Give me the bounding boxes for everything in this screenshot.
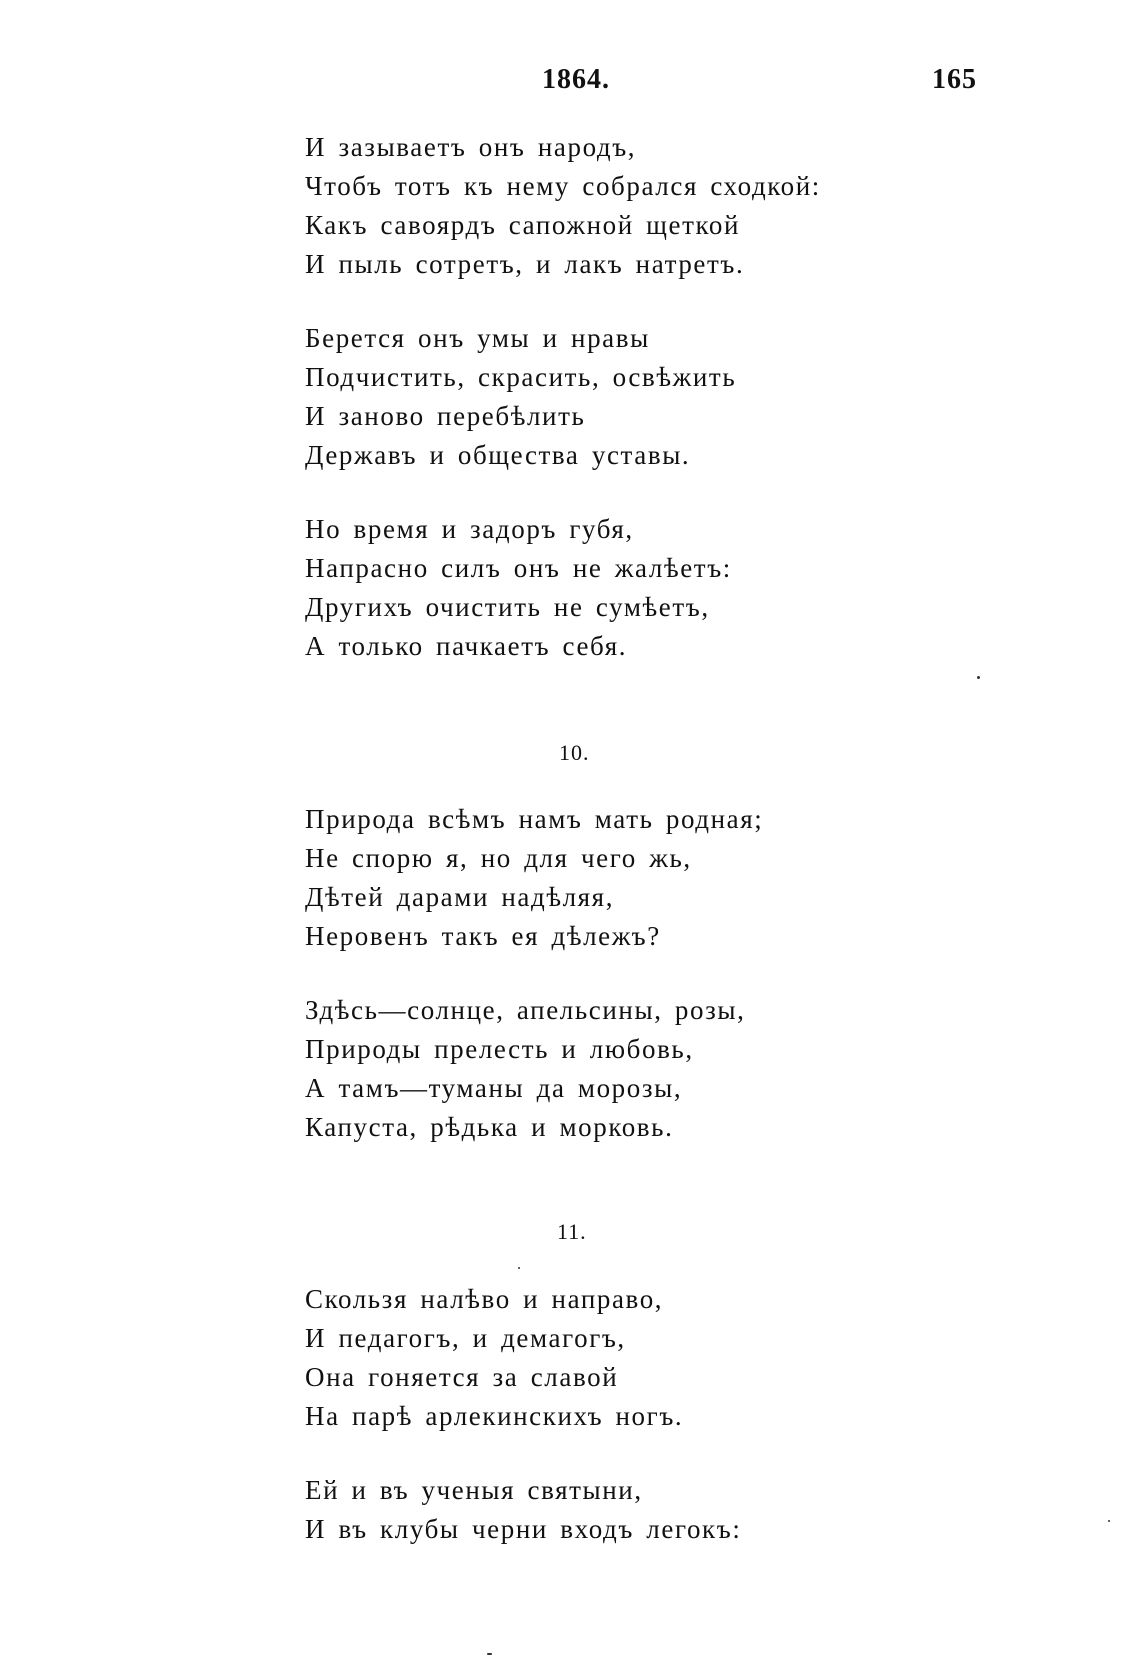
section-number-11: 11. xyxy=(557,1219,587,1244)
verse-line: Но время и задоръ губя, xyxy=(305,514,634,544)
verse-line: Не спорю я, но для чего жь, xyxy=(305,843,692,873)
verse-line: Скользя налѣво и направо, xyxy=(305,1284,664,1314)
verse-line: И заново перебѣлить xyxy=(305,401,586,431)
verse-line: И въ клубы черни входъ легокъ: xyxy=(305,1514,742,1544)
stanza-3 xyxy=(305,510,732,666)
header-year: 1864. xyxy=(542,64,610,95)
scan-speck xyxy=(518,1267,520,1269)
verse-line: Природы прелесть и любовь, xyxy=(305,1034,694,1064)
verse-line: Здѣсь—солнце, апельсины, розы, xyxy=(305,995,746,1025)
verse-line: Напрасно силъ онъ не жалѣетъ: xyxy=(305,553,732,583)
verse-line: Подчистить, скрасить, освѣжить xyxy=(305,362,737,392)
scan-speck xyxy=(977,676,980,679)
stanza-4 xyxy=(305,800,763,956)
verse-line: Ей и въ ученыя святыни, xyxy=(305,1475,643,1505)
verse-line: А тамъ—туманы да морозы, xyxy=(305,1073,683,1103)
stanza-7 xyxy=(305,1471,741,1549)
verse-line: Неровенъ такъ ея дѣлежъ? xyxy=(305,921,661,951)
verse-line: На парѣ арлекинскихъ ногъ. xyxy=(305,1401,684,1431)
stanza-5 xyxy=(305,991,745,1147)
verse-line: Берется онъ умы и нравы xyxy=(305,323,650,353)
verse-line: Природа всѣмъ намъ мать родная; xyxy=(305,804,764,834)
scan-speck xyxy=(487,1653,492,1655)
verse-line: А только пачкаетъ себя. xyxy=(305,631,628,661)
verse-line: Дѣтей дарами надѣляя, xyxy=(305,882,615,912)
verse-line: И пыль сотретъ, и лакъ натретъ. xyxy=(305,249,745,279)
page-number: 165 xyxy=(932,64,977,95)
stanza-2 xyxy=(305,319,736,475)
stanza-6 xyxy=(305,1280,683,1436)
scan-speck xyxy=(1108,1520,1110,1522)
stanza-1 xyxy=(305,128,821,284)
section-number-10: 10. xyxy=(559,740,590,765)
verse-line: Какъ савоярдъ сапожной щеткой xyxy=(305,210,741,240)
verse-line: Державъ и общества уставы. xyxy=(305,440,691,470)
verse-line: Капуста, рѣдька и морковь. xyxy=(305,1112,674,1142)
verse-line: Другихъ очистить не сумѣетъ, xyxy=(305,592,710,622)
verse-line: Чтобъ тотъ къ нему собрался сходкой: xyxy=(305,171,821,201)
verse-line: И зазываетъ онъ народъ, xyxy=(305,132,637,162)
verse-line: Она гоняется за славой xyxy=(305,1362,619,1392)
verse-line: И педагогъ, и демагогъ, xyxy=(305,1323,626,1353)
